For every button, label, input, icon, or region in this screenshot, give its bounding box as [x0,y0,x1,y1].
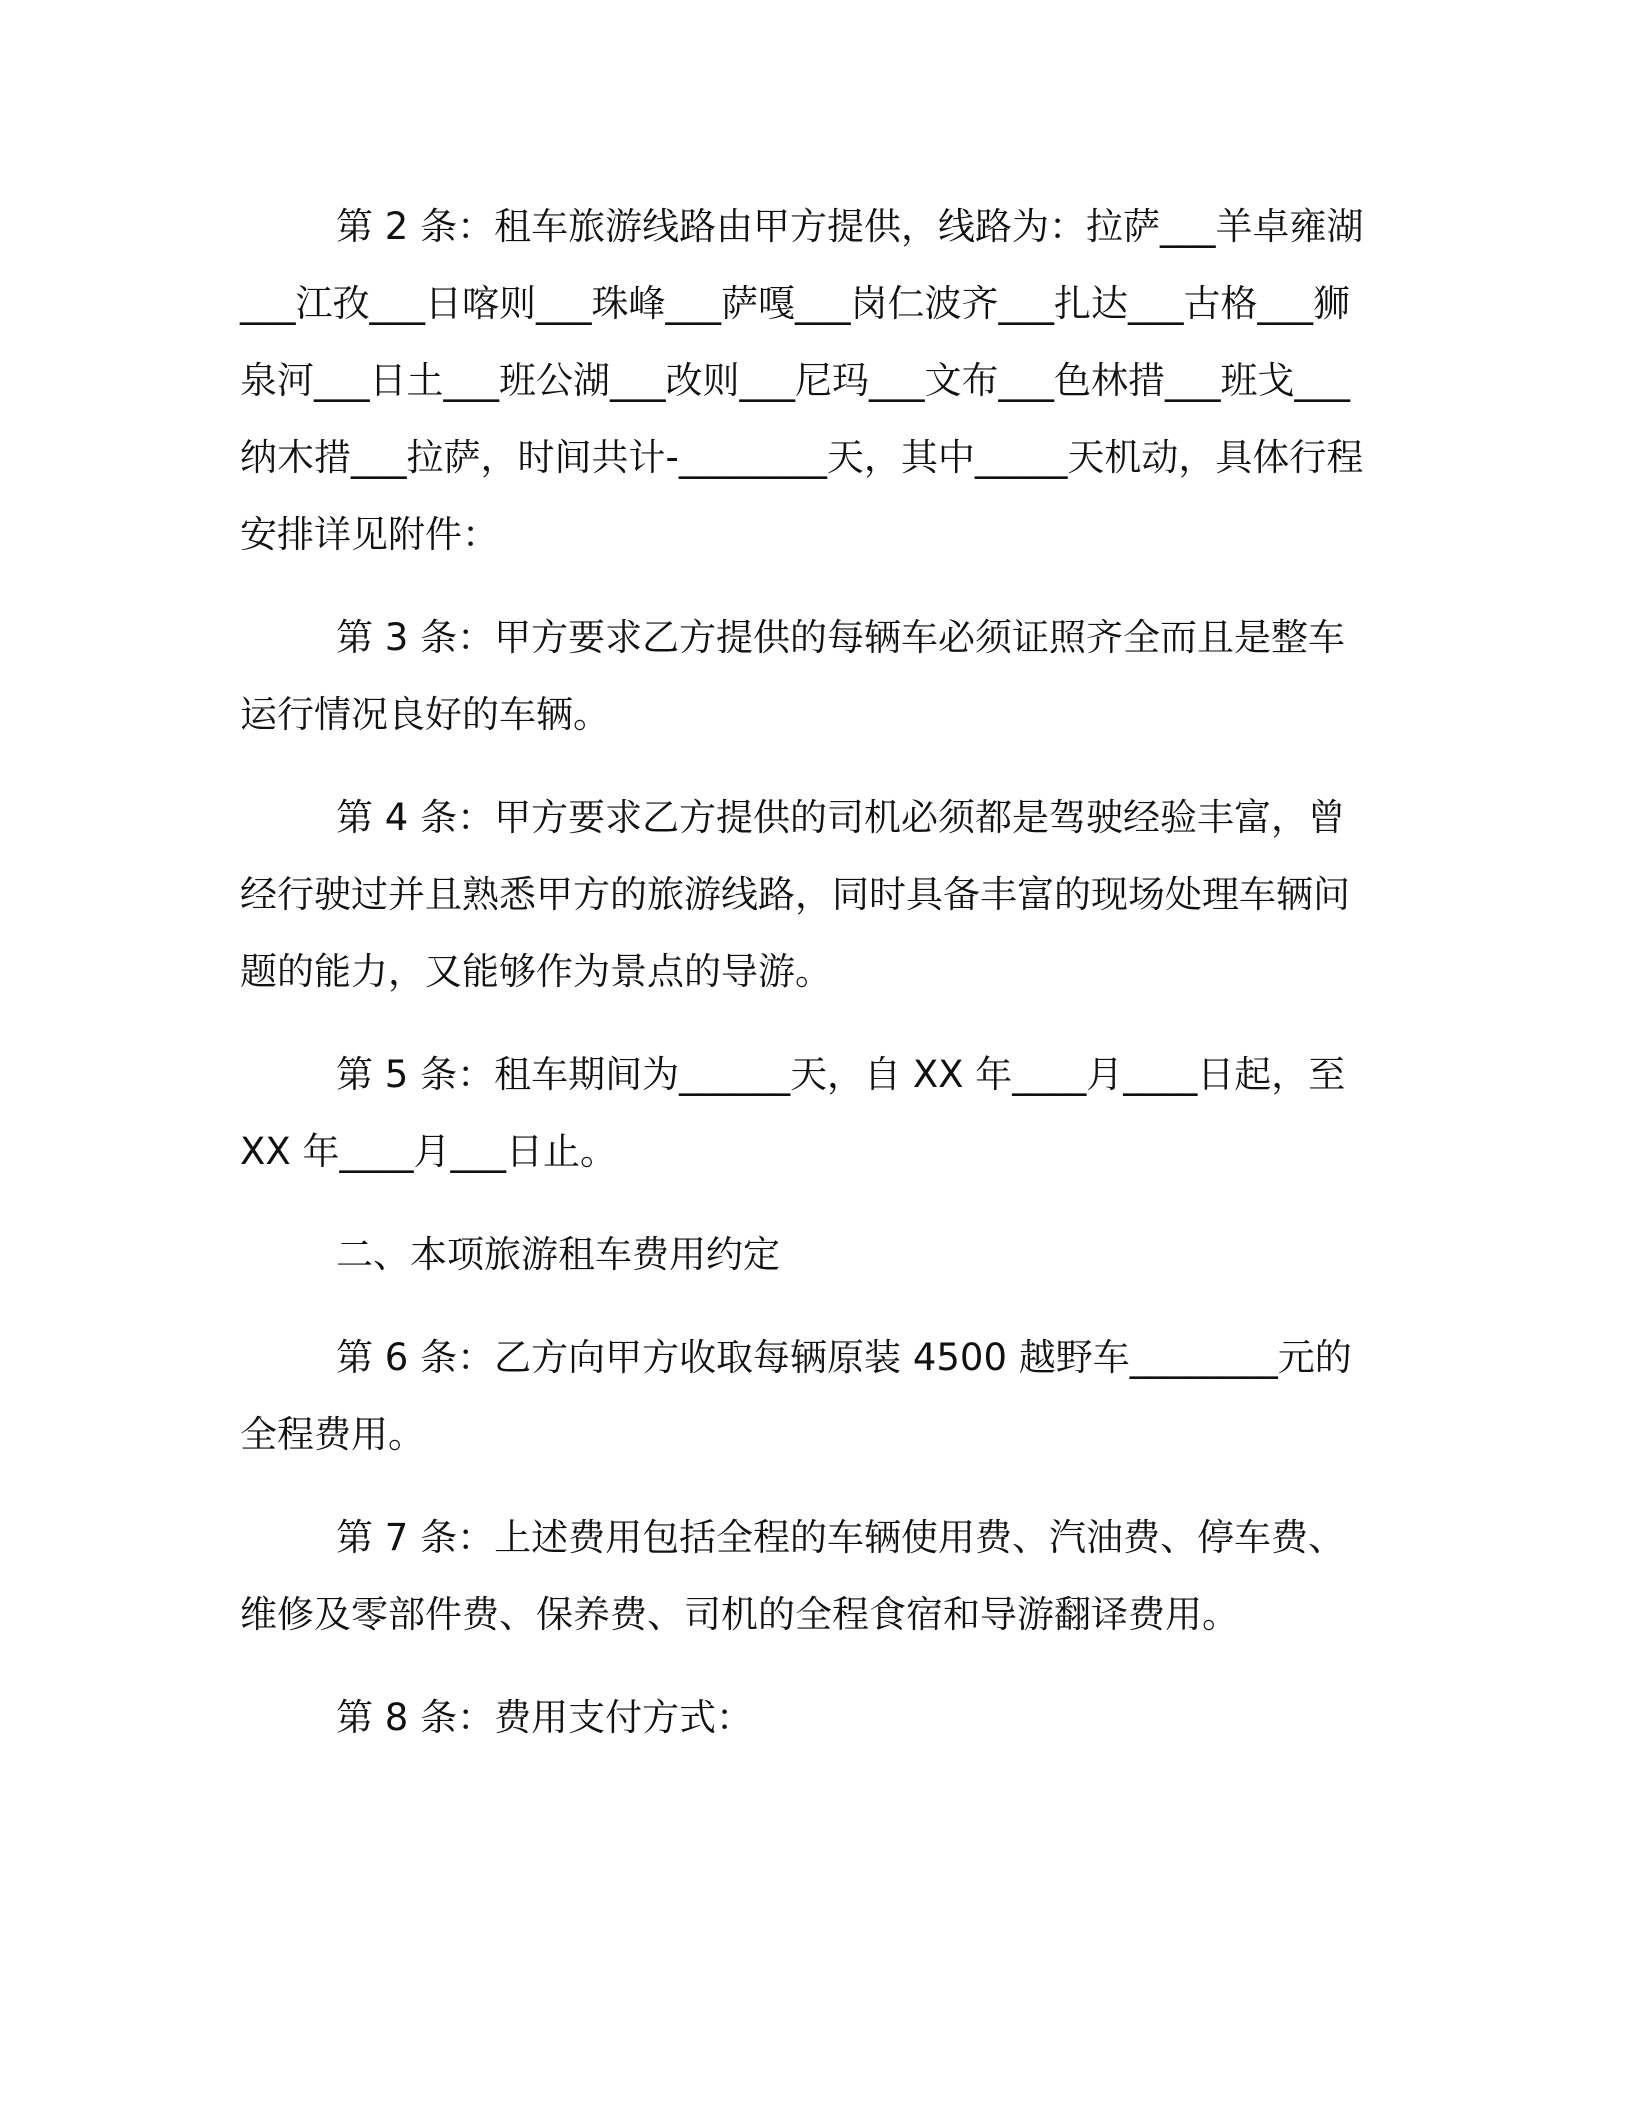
section-heading-fees: 二、本项旅游租车费用约定 [336,1233,780,1276]
clause-3-vehicle-requirements: 第 3 条：甲方要求乙方提供的每辆车必须证照齐全而且是整车运行情况良好的车辆。 [240,616,1346,736]
clause-6-fee-amount: 第 6 条：乙方向甲方收取每辆原装 4500 越野车________元的全程费用。 [240,1336,1352,1456]
clause-4-driver-requirements: 第 4 条：甲方要求乙方提供的司机必须都是驾驶经验丰富，曾经行驶过并且熟悉甲方的旅游线路，同时具备丰富的现场处理车辆问题的能力，又能够作为景点的导游。 [240,796,1350,993]
clause-2-route: 第 2 条：租车旅游线路由甲方提供，线路为：拉萨___羊卓雍湖___江孜___日喀则___珠峰___萨嘎___岗仁波齐___扎达___古格___狮泉河___日土___班公湖___改则___尼玛___文布___色林措___班戈___纳木措___拉萨，时间共计-________天，其中_____天机动，具体行程安排详见附件： [240,205,1364,556]
clause-5-rental-period: 第 5 条：租车期间为______天，自 XX 年____月____日起，至 XX 年____月___日止。 [240,1053,1346,1173]
clause-8-payment-method: 第 8 条：费用支付方式： [336,1696,754,1739]
clause-7-fee-inclusions: 第 7 条：上述费用包括全程的车辆使用费、汽油费、停车费、维修及零部件费、保养费、司机的全程食宿和导游翻译费用。 [240,1516,1346,1636]
document-body [240,188,1380,1782]
